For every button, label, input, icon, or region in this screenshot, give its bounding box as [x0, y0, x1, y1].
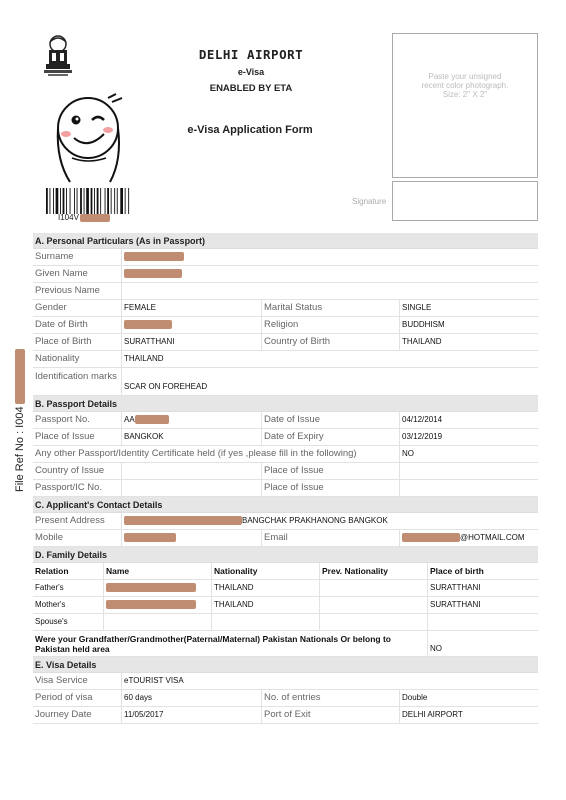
- row-pob: [33, 334, 538, 351]
- section-personal: A. Personal Particulars (As in Passport): [33, 233, 538, 249]
- row-visa-service: [33, 673, 538, 690]
- date-of-issue-label: Date of Issue: [262, 412, 400, 428]
- airport-title: DELHI AIRPORT: [198, 47, 304, 62]
- port-of-exit-label: Port of Exit: [262, 707, 400, 723]
- signature-box: [392, 181, 538, 221]
- family-header-row: [33, 563, 538, 580]
- place-of-issue-2-value: [400, 463, 538, 479]
- form-title: e-Visa Application Form: [187, 124, 313, 136]
- place-of-issue-3-label: Place of Issue: [262, 480, 400, 496]
- spouse-prev-nationality: [320, 614, 428, 630]
- visa-period-value: 60 days: [122, 690, 262, 706]
- visa-service-value: eTOURIST VISA: [124, 676, 184, 685]
- mother-place-of-birth: SURATTHANI: [430, 600, 481, 609]
- applicant-photo-cartoon: [46, 90, 134, 186]
- passport-no-value: AA: [122, 412, 262, 428]
- section-visa: E. Visa Details: [33, 657, 538, 673]
- ic-no-value: [122, 480, 262, 496]
- family-row-mother: [33, 597, 538, 614]
- family-header-prev-nationality: Prev. Nationality: [320, 563, 428, 579]
- visa-type: e-Visa: [237, 67, 265, 77]
- photo-hint-line-1: Paste your unsigned: [428, 72, 502, 81]
- gender-value: FEMALE: [122, 300, 262, 316]
- row-journey: [33, 707, 538, 724]
- pakistan-question: Were your Grandfather/Grandmother(Paternal/Maternal) Pakistan Nationals Or belong to Pakistan held area: [33, 631, 428, 656]
- father-place-of-birth: SURATTHANI: [430, 583, 481, 592]
- ic-no-label: Passport/IC No.: [33, 480, 122, 496]
- row-country-of-issue: [33, 463, 538, 480]
- gender-label: Gender: [33, 300, 122, 316]
- address-value: BANGCHAK PRAKHANONG BANGKOK: [122, 513, 538, 529]
- row-place-of-issue: [33, 429, 538, 446]
- family-header-nationality: Nationality: [212, 563, 320, 579]
- row-visa-period: [33, 690, 538, 707]
- port-of-exit-value: DELHI AIRPORT: [402, 710, 463, 719]
- father-nationality: THAILAND: [212, 580, 320, 596]
- section-passport: B. Passport Details: [33, 396, 538, 412]
- row-other-passport: [33, 446, 538, 463]
- religion-value: BUDDHISM: [402, 320, 445, 329]
- application-form: [33, 233, 538, 724]
- row-dob: [33, 317, 538, 334]
- identification-label: Identification marks: [33, 368, 122, 395]
- entries-value: Double: [402, 693, 428, 702]
- place-of-issue-label: Place of Issue: [33, 429, 122, 445]
- date-of-expiry-value: 03/12/2019: [402, 432, 443, 441]
- dob-value: [122, 317, 262, 333]
- surname-label: Surname: [33, 249, 122, 265]
- row-mobile: [33, 530, 538, 547]
- barcode-icon: [46, 188, 142, 214]
- identification-value: SCAR ON FOREHEAD: [124, 382, 208, 391]
- row-ic-no: [33, 480, 538, 497]
- cob-label: Country of Birth: [262, 334, 400, 350]
- family-header-name: Name: [104, 563, 212, 579]
- marital-status-label: Marital Status: [262, 300, 400, 316]
- family-header-relation: Relation: [33, 563, 104, 579]
- previous-name-value: [122, 283, 538, 299]
- section-family: D. Family Details: [33, 547, 538, 563]
- file-ref-vertical: File Ref No : I004: [14, 349, 26, 492]
- spouse-label: Spouse's: [33, 614, 104, 630]
- pob-value: SURATTHANI: [122, 334, 262, 350]
- nationality-value: THAILAND: [124, 354, 164, 363]
- row-surname: [33, 249, 538, 266]
- signature-label: Signature: [352, 197, 387, 206]
- row-given-name: [33, 266, 538, 283]
- mother-label: Mother's: [33, 597, 104, 613]
- previous-name-label: Previous Name: [33, 283, 122, 299]
- email-value: @HOTMAIL.COM: [400, 530, 538, 546]
- given-name-value: [122, 266, 538, 282]
- spouse-place-of-birth: [428, 614, 538, 630]
- family-row-spouse: [33, 614, 538, 631]
- photo-hint-line-2: recent color photograph.: [421, 81, 509, 90]
- country-of-issue-label: Country of Issue: [33, 463, 122, 479]
- spouse-nationality: [212, 614, 320, 630]
- photo-box: [392, 33, 538, 178]
- enabled-by-eta: ENABLED BY ETA: [209, 83, 293, 94]
- place-of-issue-value: BANGKOK: [122, 429, 262, 445]
- row-gender: [33, 300, 538, 317]
- national-emblem-icon: [40, 34, 76, 80]
- address-label: Present Address: [33, 513, 122, 529]
- place-of-issue-3-value: [400, 480, 538, 496]
- mother-nationality: THAILAND: [212, 597, 320, 613]
- row-address: [33, 513, 538, 530]
- other-passport-label: Any other Passport/Identity Certificate held (if yes ,please fill in the following): [33, 446, 400, 462]
- photo-hint-line-3: Size: 2" X 2": [442, 90, 488, 99]
- row-passport-no: [33, 412, 538, 429]
- row-nationality: [33, 351, 538, 368]
- family-row-father: [33, 580, 538, 597]
- nationality-label: Nationality: [33, 351, 122, 367]
- mobile-value: [122, 530, 262, 546]
- mother-name: [104, 597, 212, 613]
- journey-date-label: Journey Date: [33, 707, 122, 723]
- father-name: [104, 580, 212, 596]
- given-name-label: Given Name: [33, 266, 122, 282]
- mother-prev-nationality: [320, 597, 428, 613]
- family-header-place-of-birth: Place of birth: [430, 566, 484, 576]
- father-prev-nationality: [320, 580, 428, 596]
- pob-label: Place of Birth: [33, 334, 122, 350]
- visa-service-label: Visa Service: [33, 673, 122, 689]
- date-of-issue-value: 04/12/2014: [402, 415, 443, 424]
- father-label: Father's: [33, 580, 104, 596]
- pakistan-answer: NO: [430, 644, 442, 653]
- marital-status-value: SINGLE: [402, 303, 432, 312]
- email-label: Email: [262, 530, 400, 546]
- dob-label: Date of Birth: [33, 317, 122, 333]
- row-identification: [33, 368, 538, 396]
- religion-label: Religion: [262, 317, 400, 333]
- journey-date-value: 11/05/2017: [122, 707, 262, 723]
- section-contact: C. Applicant's Contact Details: [33, 497, 538, 513]
- visa-period-label: Period of visa: [33, 690, 122, 706]
- cob-value: THAILAND: [402, 337, 442, 346]
- spouse-name: [104, 614, 212, 630]
- other-passport-value: NO: [402, 449, 414, 458]
- country-of-issue-value: [122, 463, 262, 479]
- entries-label: No. of entries: [262, 690, 400, 706]
- barcode-number: I104V: [58, 213, 110, 222]
- passport-no-label: Passport No.: [33, 412, 122, 428]
- row-previous-name: [33, 283, 538, 300]
- surname-value: [122, 249, 538, 265]
- date-of-expiry-label: Date of Expiry: [262, 429, 400, 445]
- row-pakistan: [33, 631, 538, 657]
- mobile-label: Mobile: [33, 530, 122, 546]
- place-of-issue-2-label: Place of Issue: [262, 463, 400, 479]
